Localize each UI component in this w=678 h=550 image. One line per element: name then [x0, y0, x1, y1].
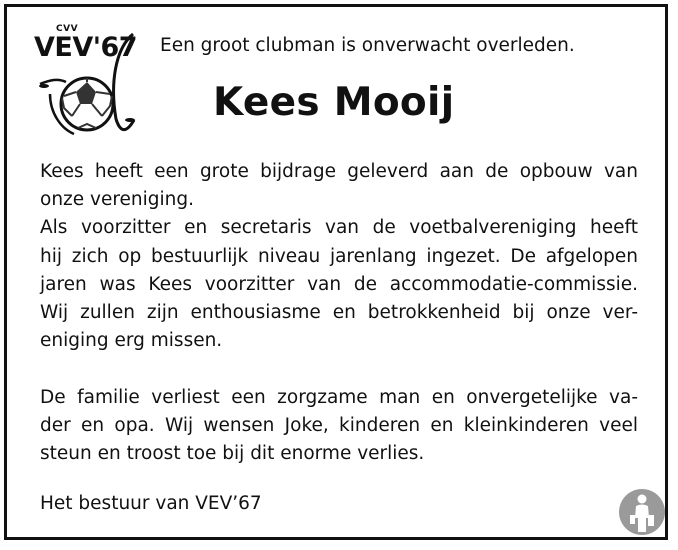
signature: Het bestuur van VEV’67 — [40, 493, 262, 514]
body-line: steun en troost toe bij dit enorme verlies. — [40, 443, 425, 465]
body-line: Wij zullen zijn enthousiasme en betrokkenheid bij onze ver- — [40, 302, 638, 324]
tagline: Een groot clubman is onverwacht overleden. — [160, 35, 575, 56]
body-line: onze vereniging. — [40, 189, 195, 211]
body-line: eniging erg missen. — [40, 330, 223, 352]
club-logo — [30, 24, 145, 142]
body-line: De familie verliest een zorgzame man en onvergetelijke va- — [40, 386, 638, 408]
paragraph-gap — [40, 355, 638, 383]
announcement-body — [40, 158, 638, 468]
body-line: hij zich op bestuurlijk niveau jarenlang ingezet. De afgelopen — [40, 245, 638, 267]
logo-small-text: CVV — [56, 24, 79, 34]
body-line: jaren was Kees voorzitter van de accommodatie-commissie. — [40, 273, 638, 295]
body-line: Als voorzitter en secretaris van de voetbalvereniging heeft — [40, 217, 638, 239]
logo-main-text: VEV'67 — [34, 32, 138, 63]
deceased-name: Kees Mooij — [213, 80, 455, 125]
body-line: Kees heeft een grote bijdrage geleverd aan de opbouw van — [40, 161, 638, 182]
mourning-figure-icon — [618, 488, 666, 536]
body-line: der en opa. Wij wensen Joke, kinderen en kleinkinderen veel — [40, 414, 638, 436]
